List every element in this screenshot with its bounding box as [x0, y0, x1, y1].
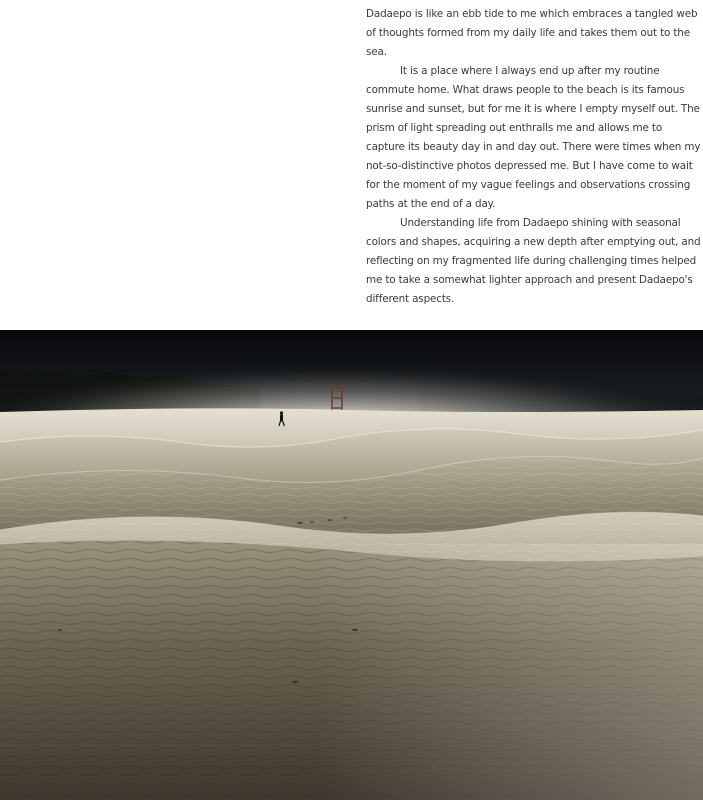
paragraph-1: Dadaepo is like an ebb tide to me which embraces a tangled web of thoughts formed from my daily life and takes them out to the sea. — [366, 8, 698, 58]
article-text — [366, 5, 703, 309]
paragraph-2: It is a place where I always end up after my routine commute home. What draws people to the beach is its famous sunrise and sunset, but for me it is where I empty myself out. The prism of light spreading out enthralls me and allows me to capture its beauty day in and day out. There were times when my not-so-distinctive photos depressed me. But I have come to wait for the moment of my vague feelings and observations crossing paths at the end of a day. — [366, 65, 701, 210]
paragraph-3: Understanding life from Dadaepo shining with seasonal colors and shapes, acquiring a new depth after emptying out, and reflecting on my fragmented life during challenging times helped me to take a somewhat lighter approach and present Dadaepo's different aspects. — [366, 217, 701, 305]
dunes-photo — [0, 330, 703, 800]
